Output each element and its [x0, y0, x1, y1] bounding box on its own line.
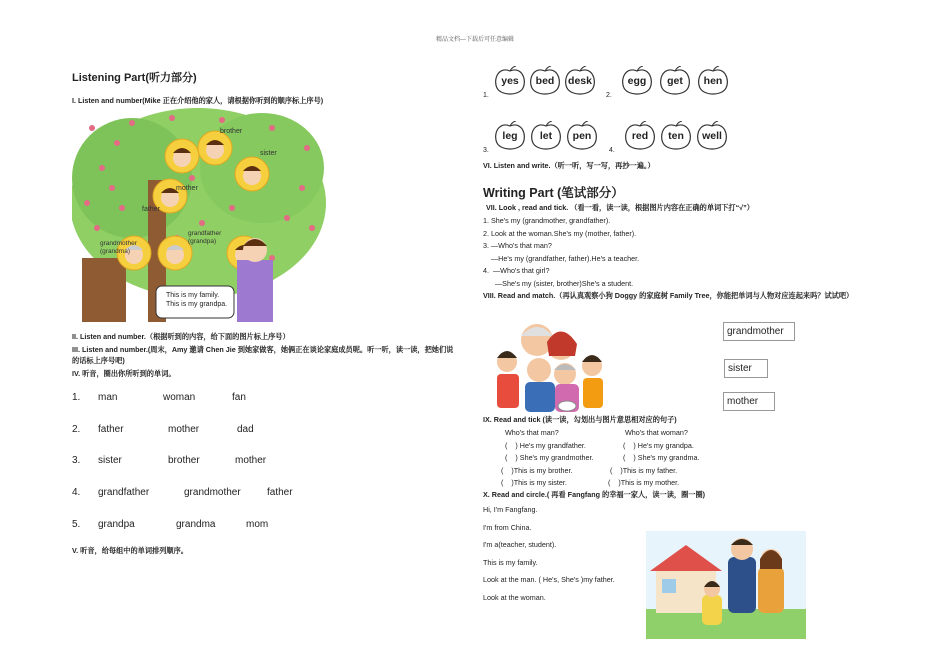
apple-icon: pen: [565, 121, 599, 149]
q6-instruction: VI. Listen and write.（听一听，写一写，再抄一遍。）: [483, 161, 655, 170]
q5-instruction: V. 听音，给每组中的单词排列顺序。: [72, 546, 188, 555]
q7-line: 4. —Who's that girl?: [483, 266, 550, 275]
speech-bubble: This is my family. This is my grandpa.: [166, 292, 228, 308]
apple-icon: leg: [493, 121, 527, 149]
q7-line: 2. Look at the woman.She's my (mother, father).: [483, 228, 637, 238]
q9-row: Who's that man? Who's that woman?: [505, 428, 688, 437]
match-word-mother[interactable]: mother: [723, 392, 775, 411]
label-sister: sister: [260, 150, 277, 157]
apple-icon: egg: [620, 66, 654, 94]
label-brother: brother: [220, 128, 243, 135]
apple-icon: let: [529, 121, 563, 149]
q10-lines: [483, 501, 615, 606]
q2-instruction: II. Listen and number.（根据听到的内容，给下面的图片标上序号）: [72, 332, 290, 341]
apple-icon: ten: [659, 121, 693, 149]
q7-line: —He's my (grandfather, father).He's a teacher.: [483, 253, 640, 263]
apple-icon: well: [695, 121, 729, 149]
match-word-sister[interactable]: sister: [724, 359, 768, 378]
q10-line: I'm from China.: [483, 522, 532, 532]
q3-instruction: III. Listen and number.(周末，Amy 邀请 Chen Jie 到她家做客，她俩正在谈论家庭成员呢。听一听，读一读，把她们说的话标上序号吧): [72, 345, 454, 365]
apple-icon: red: [623, 121, 657, 149]
q7-line: 1. She's my (grandmother, grandfather).: [483, 216, 611, 225]
q7-lines: [483, 215, 639, 290]
writing-title: Writing Part (笔试部分）: [483, 186, 624, 200]
circle-row: 5. grandpa grandma mom: [72, 519, 269, 530]
circle-row: 4. grandfather grandmother father: [72, 487, 293, 498]
q10-line: Hi, I'm Fangfang.: [483, 505, 538, 514]
apple-icon: hen: [696, 66, 730, 94]
q9-row: ( ) She's my grandmother. ( ) She's my grandma.: [505, 453, 700, 462]
circle-word-list: [72, 392, 293, 547]
fangfang-family-illustration: [646, 531, 806, 639]
q4-instruction: IV. 听音，圈出你所听到的单词。: [72, 369, 176, 378]
label-grandmother: grandmother (grandma): [100, 240, 137, 255]
q9-row: ( )This is my sister. ( )This is my mother.: [501, 478, 680, 487]
apple-icon: bed: [528, 66, 562, 94]
circle-row: 1. man woman fan: [72, 392, 246, 403]
page-header: 精品文档---下载后可任意编辑: [436, 37, 514, 43]
apple-icon: get: [658, 66, 692, 94]
circle-row: 3. sister brother mother: [72, 455, 267, 466]
label-mother: mother: [176, 185, 198, 192]
q9-table: [483, 427, 699, 490]
q9-instruction: IX. Read and tick (读一读，勾划出与图片意思相对应的句子): [483, 415, 677, 424]
q7-line: 3. —Who's that man?: [483, 241, 552, 250]
listening-title: Listening Part(听力部分): [72, 72, 197, 84]
family-tree-illustration: [72, 108, 326, 322]
circle-row: 2. father mother dad: [72, 424, 254, 435]
q10-line: Look at the woman.: [483, 592, 546, 602]
q10-line: This is my family.: [483, 557, 538, 567]
q7-instruction: VII. Look , read and tick. （看一看，读一读，根据图片内容在正确的单词下打“√”）: [486, 203, 754, 212]
label-father: father: [142, 206, 160, 213]
q10-instruction: X. Read and circle.( 再看 Fangfang 的幸福一家人，读一读，圈一圈): [483, 490, 706, 499]
doggy-family-illustration: [489, 318, 615, 412]
q10-line: I'm a(teacher, student).: [483, 540, 557, 549]
q10-line: Look at the man. ( He's, She's )my father.: [483, 575, 615, 584]
match-word-grandmother[interactable]: grandmother: [723, 322, 795, 341]
apple-icon: yes: [493, 66, 527, 94]
q9-row: ( )This is my brother. ( )This is my father.: [501, 465, 678, 475]
q8-instruction: VIII. Read and match.（再认真观察小狗 Doggy 的家庭树 Family Tree，你能把单词与人物对应连起来吗？试试吧）: [483, 291, 854, 300]
apple-icon: desk: [563, 66, 597, 94]
q1-instruction: I. Listen and number(Mike 正在介绍他的家人，请根据你听到的顺序标上序号): [72, 96, 324, 105]
q7-line: —She's my (sister, brother)She's a student.: [483, 278, 634, 288]
q9-row: ( ) He's my grandfather. ( ) He's my grandpa.: [505, 440, 694, 450]
label-grandfather: grandfather (grandpa): [188, 230, 222, 245]
